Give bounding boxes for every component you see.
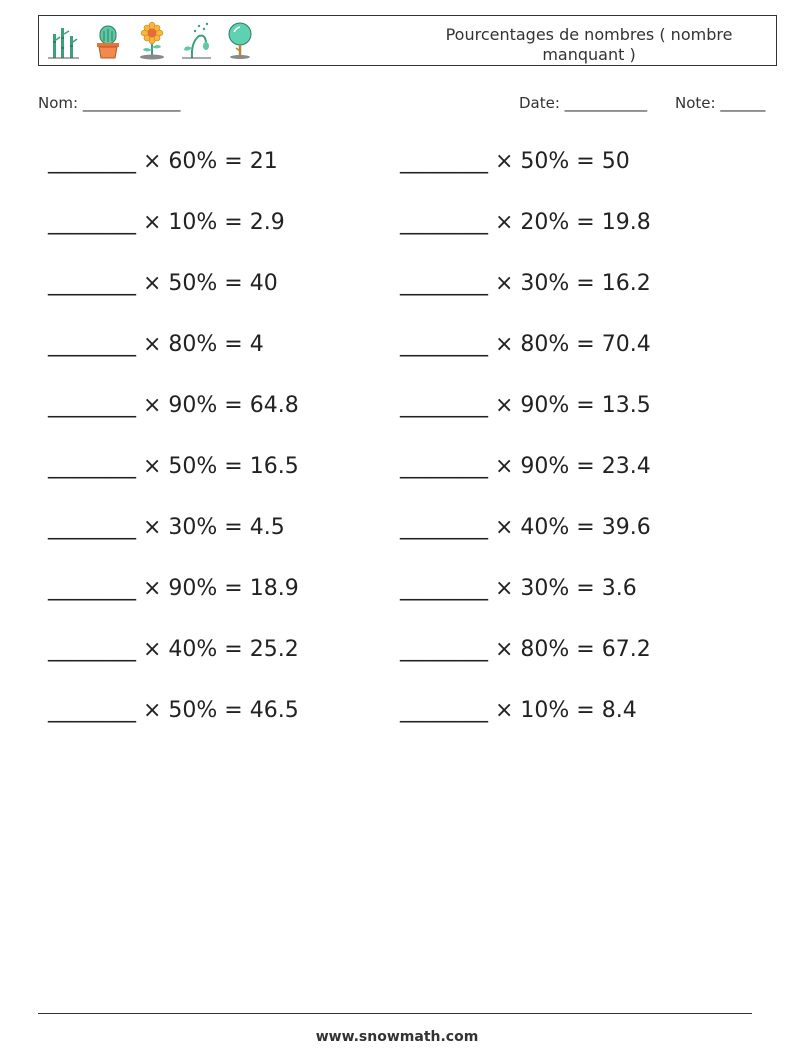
- problem-11: ________ × 50% = 16.5: [48, 454, 299, 479]
- page-title: Pourcentages de nombres ( nombre manquant ): [445, 25, 733, 64]
- problem-19: ________ × 50% = 46.5: [48, 698, 299, 723]
- problem-15: ________ × 90% = 18.9: [48, 576, 299, 601]
- problem-7: ________ × 80% = 4: [48, 332, 264, 357]
- problem-18: ________ × 80% = 67.2: [400, 637, 651, 662]
- note-field: Note: ______: [675, 94, 766, 112]
- footer-url: www.snowmath.com: [315, 1029, 479, 1045]
- problem-8: ________ × 80% = 70.4: [400, 332, 651, 357]
- footer-divider: [38, 1013, 752, 1014]
- problem-17: ________ × 40% = 25.2: [48, 637, 299, 662]
- problem-14: ________ × 40% = 39.6: [400, 515, 651, 540]
- problem-10: ________ × 90% = 13.5: [400, 393, 651, 418]
- problem-16: ________ × 30% = 3.6: [400, 576, 637, 601]
- problem-20: ________ × 10% = 8.4: [400, 698, 637, 723]
- problem-4: ________ × 20% = 19.8: [400, 210, 651, 235]
- problem-6: ________ × 30% = 16.2: [400, 271, 651, 296]
- problem-12: ________ × 90% = 23.4: [400, 454, 651, 479]
- date-field: Date: ___________: [519, 94, 648, 112]
- problem-9: ________ × 90% = 64.8: [48, 393, 299, 418]
- problem-3: ________ × 10% = 2.9: [48, 210, 285, 235]
- problem-2: ________ × 50% = 50: [400, 149, 630, 174]
- problem-13: ________ × 30% = 4.5: [48, 515, 285, 540]
- problem-5: ________ × 50% = 40: [48, 271, 278, 296]
- problem-1: ________ × 60% = 21: [48, 149, 278, 174]
- name-field: Nom: _____________: [38, 94, 181, 112]
